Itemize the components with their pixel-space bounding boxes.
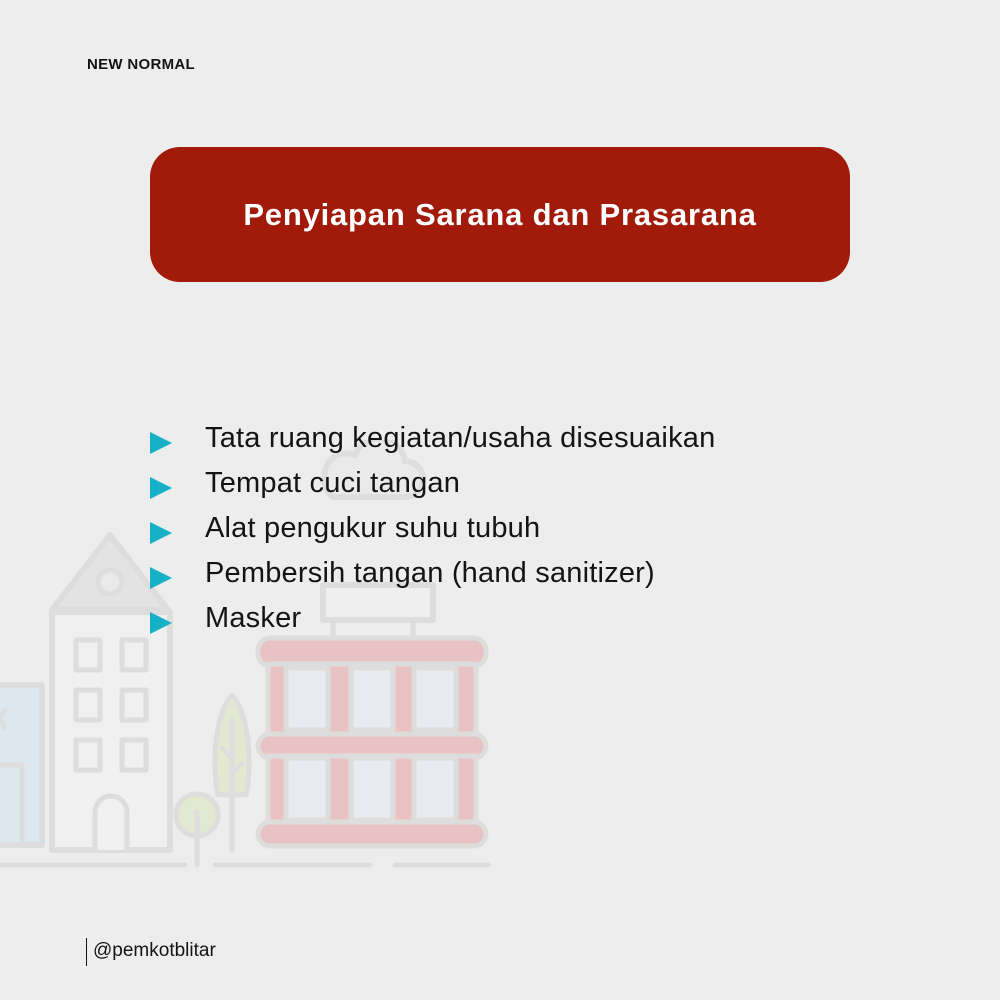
- triangle-bullet-icon: [150, 432, 172, 454]
- title-banner: [150, 147, 850, 282]
- list-item-text: Masker: [205, 602, 302, 634]
- triangle-bullet-icon: [150, 612, 172, 634]
- list-item-text: Tata ruang kegiatan/usaha disesuaikan: [205, 422, 716, 454]
- tree-icon: [176, 794, 218, 865]
- header-kicker: NEW NORMAL: [87, 56, 195, 73]
- requirements-list: [150, 416, 715, 641]
- list-item-text: Tempat cuci tangan: [205, 467, 461, 499]
- list-item-text: Alat pengukur suhu tubuh: [205, 512, 541, 544]
- footer-divider: [86, 938, 87, 966]
- list-item-text: Pembersih tangan (hand sanitizer): [205, 557, 655, 589]
- list-item: [150, 506, 715, 551]
- triangle-bullet-icon: [150, 522, 172, 544]
- triangle-bullet-icon: [150, 567, 172, 589]
- tree-icon: [215, 695, 249, 850]
- social-handle[interactable]: @pemkotblitar: [93, 940, 216, 961]
- list-item: [150, 596, 715, 641]
- list-item: [150, 416, 715, 461]
- list-item: [150, 461, 715, 506]
- triangle-bullet-icon: [150, 477, 172, 499]
- list-item: [150, 551, 715, 596]
- page-title: Penyiapan Sarana dan Prasarana: [243, 196, 757, 232]
